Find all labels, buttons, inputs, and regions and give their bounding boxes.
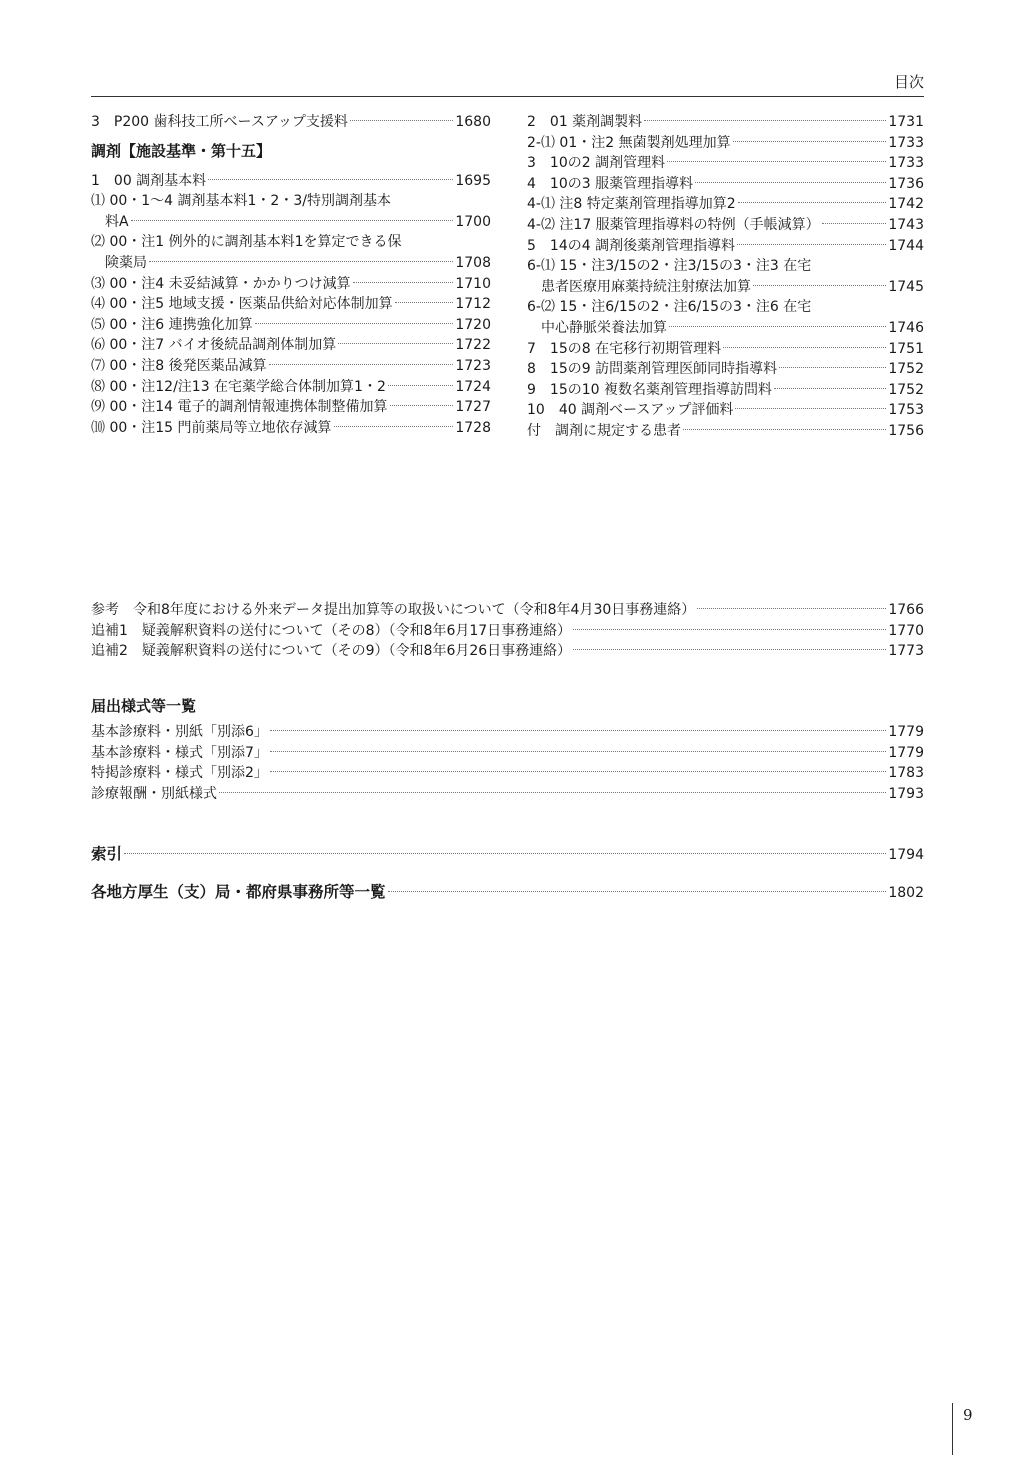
toc-entry-label: 2 01 薬剤調製料 bbox=[527, 114, 643, 130]
toc-entry-page: 1712 bbox=[455, 296, 491, 313]
dot-leader bbox=[255, 323, 454, 324]
toc-entry[interactable] bbox=[91, 253, 491, 274]
toc-entry[interactable] bbox=[91, 621, 924, 642]
toc-entry-label: 10 40 調剤ベースアップ評価料 bbox=[527, 402, 734, 419]
toc-entry[interactable] bbox=[527, 318, 924, 339]
toc-entry[interactable] bbox=[91, 784, 924, 805]
toc-entry-page: 1695 bbox=[455, 172, 491, 189]
dot-leader bbox=[269, 364, 454, 365]
toc-entry-label: 1 00 調剤基本料 bbox=[91, 172, 207, 189]
toc-entry-label: 3 P200 歯科技工所ベースアップ支援料 bbox=[91, 114, 348, 130]
dot-leader bbox=[270, 730, 886, 731]
dot-leader bbox=[131, 220, 454, 221]
toc-entry-label: 3 10の2 調剤管理料 bbox=[527, 155, 666, 172]
toc-entry-page: 1766 bbox=[888, 602, 924, 618]
dot-leader bbox=[270, 751, 886, 752]
toc-entry-label: 4-⑴ 注8 特定薬剤管理指導加算2 bbox=[527, 196, 736, 213]
toc-entry-page: 1720 bbox=[455, 316, 491, 333]
toc-entry-page: 1742 bbox=[888, 196, 924, 213]
dot-leader bbox=[669, 326, 886, 327]
toc-entry[interactable] bbox=[527, 400, 924, 421]
right-column bbox=[527, 112, 924, 442]
toc-entry-page: 1745 bbox=[888, 278, 924, 295]
toc-entry[interactable] bbox=[91, 294, 491, 315]
dot-leader bbox=[733, 141, 887, 142]
toc-entry-page: 1770 bbox=[888, 622, 924, 639]
index-entry[interactable] bbox=[91, 843, 924, 865]
toc-entry-label: 6-⑵ 15・注6/15の2・注6/15の3・注6 在宅 bbox=[527, 299, 812, 316]
toc-entry[interactable] bbox=[91, 315, 491, 336]
toc-entry-label: 4 10の3 服薬管理指導料 bbox=[527, 175, 694, 192]
right-entry-list bbox=[527, 112, 924, 442]
toc-entry-label: 診療報酬・別紙様式 bbox=[91, 785, 217, 802]
toc-entry-page: 1728 bbox=[455, 419, 491, 436]
toc-entry[interactable] bbox=[91, 763, 924, 784]
toc-entry-label: 基本診療料・別紙「別添6」 bbox=[91, 724, 268, 740]
toc-entry-page: 1700 bbox=[455, 213, 491, 230]
dot-leader bbox=[695, 182, 886, 183]
toc-entry[interactable] bbox=[527, 277, 924, 298]
dot-leader bbox=[667, 161, 886, 162]
toc-entry[interactable] bbox=[527, 421, 924, 442]
toc-entry-page: 1733 bbox=[888, 134, 924, 151]
toc-entry-label: 追補1 疑義解釈資料の送付について（その8）（令和8年6月17日事務連絡） bbox=[91, 622, 572, 639]
dot-leader bbox=[124, 853, 886, 854]
toc-entry-page: 1779 bbox=[888, 724, 924, 740]
toc-entry-label: ⑽ 00・注15 門前薬局等立地依存減算 bbox=[91, 419, 332, 436]
dot-leader bbox=[774, 388, 886, 389]
toc-entry-label: 4-⑵ 注17 服薬管理指導料の特例（手帳減算） bbox=[527, 216, 820, 233]
toc-entry-label: 料A bbox=[105, 213, 129, 230]
forms-block bbox=[91, 694, 924, 804]
toc-entry-label: 2-⑴ 01・注2 無菌製剤処理加算 bbox=[527, 134, 731, 151]
toc-entry[interactable] bbox=[91, 212, 491, 233]
toc-entry-page: 1731 bbox=[888, 114, 924, 130]
dot-leader bbox=[573, 629, 886, 630]
toc-entry[interactable] bbox=[527, 174, 924, 195]
dot-leader bbox=[753, 285, 886, 286]
toc-entry-page: 1722 bbox=[455, 337, 491, 354]
index-page: 1794 bbox=[888, 847, 924, 863]
toc-entry-label: 患者医療用麻薬持続注射療法加算 bbox=[541, 278, 751, 295]
toc-entry-label: ⑻ 00・注12/注13 在宅薬学総合体制加算1・2 bbox=[91, 378, 386, 395]
dot-leader bbox=[822, 223, 887, 224]
offices-page: 1802 bbox=[888, 885, 924, 901]
toc-entry[interactable] bbox=[91, 356, 491, 377]
toc-entry-label: 7 15の8 在宅移行初期管理料 bbox=[527, 340, 722, 357]
toc-entry[interactable] bbox=[527, 297, 924, 318]
toc-entry-page: 1751 bbox=[888, 340, 924, 357]
toc-entry[interactable] bbox=[527, 339, 924, 360]
toc-entry[interactable] bbox=[91, 274, 491, 295]
toc-entry-label: 参考 令和8年度における外来データ提出加算等の取扱いについて（令和8年4月30日事務連絡） bbox=[91, 602, 696, 618]
dot-leader bbox=[573, 649, 886, 650]
forms-list bbox=[91, 722, 924, 804]
toc-entry[interactable] bbox=[527, 112, 924, 133]
toc-entry[interactable] bbox=[527, 153, 924, 174]
offices-block bbox=[91, 881, 924, 903]
dot-leader bbox=[697, 608, 886, 609]
toc-entry[interactable] bbox=[527, 359, 924, 380]
toc-entry-page: 1708 bbox=[455, 254, 491, 271]
toc-entry-page: 1756 bbox=[888, 422, 924, 439]
dot-leader bbox=[353, 282, 454, 283]
toc-entry-label: 追補2 疑義解釈資料の送付について（その9）（令和8年6月26日事務連絡） bbox=[91, 643, 572, 660]
toc-entry[interactable] bbox=[91, 232, 491, 253]
toc-entry-page: 1723 bbox=[455, 357, 491, 374]
dot-leader bbox=[388, 891, 887, 892]
toc-entry-page: 1680 bbox=[455, 114, 491, 130]
dot-leader bbox=[388, 385, 453, 386]
index-label: 索引 bbox=[91, 845, 123, 863]
toc-entry-label: ⑼ 00・注14 電子的調剤情報連携体制整備加算 bbox=[91, 399, 388, 416]
toc-entry-label: ⑸ 00・注6 連携強化加算 bbox=[91, 316, 253, 333]
reference-list bbox=[91, 600, 924, 662]
toc-entry-label: 基本診療料・様式「別添7」 bbox=[91, 744, 268, 761]
toc-entry-page: 1752 bbox=[888, 361, 924, 378]
toc-entry-page: 1783 bbox=[888, 765, 924, 782]
toc-entry[interactable] bbox=[527, 194, 924, 215]
toc-entry[interactable] bbox=[91, 641, 924, 662]
forms-title: 届出様式等一覧 bbox=[91, 697, 197, 715]
toc-entry-page: 1743 bbox=[888, 216, 924, 233]
dot-leader bbox=[723, 347, 886, 348]
toc-entry-label: ⑷ 00・注5 地域支援・医薬品供給対応体制加算 bbox=[91, 296, 393, 313]
toc-entry-label: 8 15の9 訪問薬剤管理医師同時指導料 bbox=[527, 361, 778, 378]
toc-entry-page: 1793 bbox=[888, 785, 924, 802]
toc-entry-page: 1736 bbox=[888, 175, 924, 192]
toc-entry[interactable] bbox=[91, 112, 491, 133]
toc-entry[interactable] bbox=[91, 397, 491, 418]
dot-leader bbox=[270, 771, 886, 772]
page-number-rule bbox=[952, 1403, 953, 1455]
toc-entry-page: 1733 bbox=[888, 155, 924, 172]
index-block bbox=[91, 843, 924, 865]
toc-entry[interactable] bbox=[527, 236, 924, 257]
toc-entry-page: 1744 bbox=[888, 237, 924, 254]
toc-entry[interactable] bbox=[91, 600, 924, 621]
page-header-title: 目次 bbox=[893, 73, 924, 91]
toc-entry[interactable] bbox=[91, 377, 491, 398]
toc-entry-label: ⑴ 00・1～4 調剤基本料1・2・3/特別調剤基本 bbox=[91, 193, 391, 210]
toc-entry[interactable] bbox=[527, 380, 924, 401]
dot-leader bbox=[683, 429, 886, 430]
toc-entry-page: 1746 bbox=[888, 319, 924, 336]
toc-entry-label: 9 15の10 複数名薬剤管理指導訪問料 bbox=[527, 381, 772, 398]
toc-entry-page: 1773 bbox=[888, 643, 924, 660]
dot-leader bbox=[737, 244, 886, 245]
dot-leader bbox=[779, 367, 886, 368]
left-entry-list bbox=[91, 171, 491, 439]
header-rule bbox=[91, 96, 924, 97]
toc-entry-label: 中心静脈栄養法加算 bbox=[541, 319, 667, 336]
toc-entry-page: 1724 bbox=[455, 378, 491, 395]
references-block bbox=[91, 600, 924, 662]
toc-entry-label: 5 14の4 調剤後薬剤管理指導料 bbox=[527, 237, 736, 254]
toc-entry-label: 険薬局 bbox=[105, 254, 147, 271]
toc-entry-label: 付 調剤に規定する患者 bbox=[527, 422, 681, 439]
toc-entry[interactable] bbox=[527, 215, 924, 236]
toc-entry-label: ⑵ 00・注1 例外的に調剤基本料1を算定できる保 bbox=[91, 234, 402, 251]
dot-leader bbox=[395, 302, 454, 303]
toc-entry-label: 6-⑴ 15・注3/15の2・注3/15の3・注3 在宅 bbox=[527, 258, 812, 275]
toc-entry-label: ⑶ 00・注4 未妥結減算・かかりつけ減算 bbox=[91, 275, 351, 292]
toc-entry-page: 1727 bbox=[455, 399, 491, 416]
section-title-dispensing: 調剤【施設基準・第十五】 bbox=[91, 141, 272, 160]
page-number: 9 bbox=[963, 1406, 973, 1424]
dot-leader bbox=[219, 792, 886, 793]
left-column bbox=[91, 112, 491, 438]
offices-label: 各地方厚生（支）局・都府県事務所等一覧 bbox=[91, 883, 386, 901]
dot-leader bbox=[208, 179, 453, 180]
dot-leader bbox=[334, 426, 454, 427]
toc-entry[interactable] bbox=[91, 743, 924, 764]
toc-entry[interactable] bbox=[91, 418, 491, 439]
offices-entry[interactable] bbox=[91, 881, 924, 903]
dot-leader bbox=[149, 261, 453, 262]
toc-entry-page: 1752 bbox=[888, 381, 924, 398]
toc-entry[interactable] bbox=[91, 171, 491, 192]
dot-leader bbox=[738, 202, 887, 203]
toc-entry[interactable] bbox=[91, 191, 491, 212]
toc-entry-label: 特掲診療料・様式「別添2」 bbox=[91, 765, 268, 782]
toc-entry-page: 1753 bbox=[888, 402, 924, 419]
toc-entry-label: ⑺ 00・注8 後発医薬品減算 bbox=[91, 357, 267, 374]
dot-leader bbox=[338, 343, 453, 344]
toc-entry[interactable] bbox=[91, 335, 491, 356]
toc-entry[interactable] bbox=[91, 722, 924, 743]
toc-entry-label: ⑹ 00・注7 バイオ後続品調剤体制加算 bbox=[91, 337, 337, 354]
toc-entry-page: 1710 bbox=[455, 275, 491, 292]
dot-leader bbox=[390, 405, 454, 406]
toc-entry[interactable] bbox=[527, 256, 924, 277]
toc-entry[interactable] bbox=[527, 133, 924, 154]
dot-leader bbox=[735, 408, 886, 409]
toc-entry-page: 1779 bbox=[888, 744, 924, 761]
dot-leader bbox=[350, 120, 454, 121]
dot-leader bbox=[644, 120, 886, 121]
